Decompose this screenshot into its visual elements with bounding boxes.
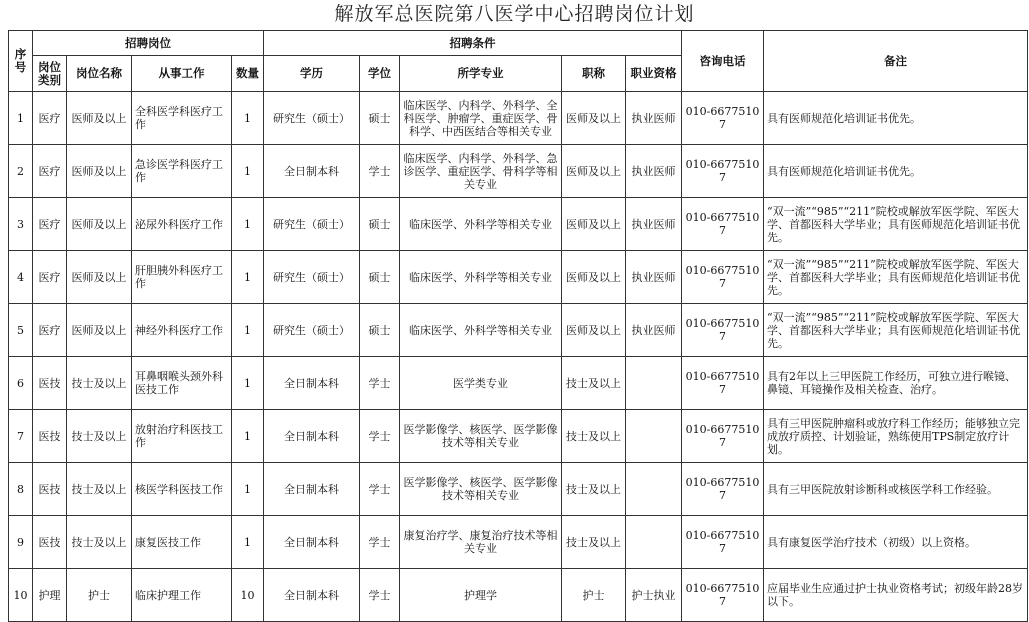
table-row: [9, 516, 1028, 569]
cell-count: 1: [232, 516, 264, 569]
cell-category: 护理: [33, 569, 67, 622]
cell-phone: 010-66775107: [682, 569, 764, 622]
cell-qualification: [626, 357, 682, 410]
cell-degree: 硕士: [360, 304, 400, 357]
cell-degree: 学士: [360, 145, 400, 198]
cell-major: 医学类专业: [400, 357, 562, 410]
cell-phone: 010-66775107: [682, 357, 764, 410]
table-row: [9, 304, 1028, 357]
cell-work: 肝胆胰外科医疗工作: [132, 251, 232, 304]
cell-phone: 010-66775107: [682, 251, 764, 304]
cell-major: 医学影像学、核医学、医学影像技术等相关专业: [400, 410, 562, 463]
cell-position: 技士及以上: [67, 516, 132, 569]
cell-position: 技士及以上: [67, 357, 132, 410]
cell-phone: 010-66775107: [682, 463, 764, 516]
cell-seq: 5: [9, 304, 33, 357]
cell-category: 医疗: [33, 92, 67, 145]
cell-title-rank: 技士及以上: [562, 410, 626, 463]
cell-seq: 6: [9, 357, 33, 410]
cell-work: 核医学科医技工作: [132, 463, 232, 516]
cell-qualification: 执业医师: [626, 251, 682, 304]
cell-notes: 具有三甲医院放射诊断科或核医学科工作经验。: [764, 463, 1028, 516]
cell-major: 护理学: [400, 569, 562, 622]
header-position-name: 岗位名称: [67, 56, 132, 92]
cell-notes: 具有三甲医院肿瘤科或放疗科工作经历；能够独立完成放疗质控、计划验证，熟练使用TPS制定放疗计划。: [764, 410, 1028, 463]
cell-education: 全日制本科: [264, 410, 360, 463]
cell-title-rank: 医师及以上: [562, 145, 626, 198]
cell-qualification: [626, 410, 682, 463]
cell-title-rank: 医师及以上: [562, 251, 626, 304]
cell-seq: 3: [9, 198, 33, 251]
cell-count: 1: [232, 198, 264, 251]
table-body: [9, 92, 1028, 622]
cell-count: 1: [232, 92, 264, 145]
table-header: [9, 31, 1028, 92]
header-count: 数量: [232, 56, 264, 92]
cell-position: 医师及以上: [67, 92, 132, 145]
cell-notes: “双一流”“985”“211”院校或解放军医学院、军医大学、首都医科大学毕业；具有医师规范化培训证书优先。: [764, 251, 1028, 304]
cell-title-rank: 护士: [562, 569, 626, 622]
cell-title-rank: 医师及以上: [562, 198, 626, 251]
cell-seq: 7: [9, 410, 33, 463]
cell-major: 临床医学、外科学等相关专业: [400, 198, 562, 251]
cell-phone: 010-66775107: [682, 304, 764, 357]
cell-position: 技士及以上: [67, 463, 132, 516]
cell-count: 1: [232, 251, 264, 304]
cell-degree: 硕士: [360, 198, 400, 251]
cell-degree: 硕士: [360, 251, 400, 304]
cell-phone: 010-66775107: [682, 198, 764, 251]
cell-category: 医疗: [33, 251, 67, 304]
cell-major: 医学影像学、核医学、医学影像技术等相关专业: [400, 463, 562, 516]
cell-degree: 硕士: [360, 92, 400, 145]
cell-seq: 1: [9, 92, 33, 145]
cell-qualification: 执业医师: [626, 145, 682, 198]
cell-position: 医师及以上: [67, 304, 132, 357]
cell-education: 全日制本科: [264, 145, 360, 198]
cell-qualification: [626, 463, 682, 516]
cell-notes: 具有康复医学治疗技术（初级）以上资格。: [764, 516, 1028, 569]
table-row: [9, 145, 1028, 198]
cell-work: 全科医学科医疗工作: [132, 92, 232, 145]
cell-qualification: 执业医师: [626, 198, 682, 251]
cell-work: 放射治疗科医技工作: [132, 410, 232, 463]
table-row: [9, 92, 1028, 145]
cell-major: 临床医学、外科学等相关专业: [400, 304, 562, 357]
cell-title-rank: 医师及以上: [562, 92, 626, 145]
cell-category: 医疗: [33, 304, 67, 357]
cell-category: 医技: [33, 410, 67, 463]
cell-count: 1: [232, 410, 264, 463]
table-row: [9, 251, 1028, 304]
header-seq: 序号: [9, 31, 33, 92]
cell-phone: 010-66775107: [682, 145, 764, 198]
cell-notes: 应届毕业生应通过护士执业资格考试；初级年龄28岁以下。: [764, 569, 1028, 622]
cell-count: 1: [232, 304, 264, 357]
header-degree: 学位: [360, 56, 400, 92]
cell-education: 全日制本科: [264, 569, 360, 622]
table-row: [9, 569, 1028, 622]
cell-count: 1: [232, 357, 264, 410]
cell-qualification: 执业医师: [626, 304, 682, 357]
cell-count: 1: [232, 463, 264, 516]
cell-education: 研究生（硕士）: [264, 92, 360, 145]
cell-phone: 010-66775107: [682, 516, 764, 569]
header-category: 岗位类别: [33, 56, 67, 92]
cell-degree: 学士: [360, 516, 400, 569]
cell-position: 护士: [67, 569, 132, 622]
cell-work: 康复医技工作: [132, 516, 232, 569]
cell-phone: 010-66775107: [682, 92, 764, 145]
cell-major: 康复治疗学、康复治疗技术等相关专业: [400, 516, 562, 569]
cell-notes: “双一流”“985”“211”院校或解放军医学院、军医大学、首都医科大学毕业；具有医师规范化培训证书优先。: [764, 198, 1028, 251]
cell-education: 全日制本科: [264, 357, 360, 410]
cell-category: 医技: [33, 463, 67, 516]
header-group-conditions: 招聘条件: [264, 31, 682, 56]
header-title-rank: 职称: [562, 56, 626, 92]
cell-major: 临床医学、内科学、外科学、全科医学、肿瘤学、重症医学、骨科学、中西医结合等相关专业: [400, 92, 562, 145]
cell-position: 技士及以上: [67, 410, 132, 463]
cell-work: 耳鼻咽喉头颈外科医技工作: [132, 357, 232, 410]
cell-category: 医技: [33, 357, 67, 410]
cell-count: 1: [232, 145, 264, 198]
cell-education: 研究生（硕士）: [264, 198, 360, 251]
cell-notes: 具有医师规范化培训证书优先。: [764, 145, 1028, 198]
cell-education: 研究生（硕士）: [264, 251, 360, 304]
header-notes: 备注: [764, 31, 1028, 92]
cell-degree: 学士: [360, 357, 400, 410]
cell-work: 急诊医学科医疗工作: [132, 145, 232, 198]
cell-seq: 2: [9, 145, 33, 198]
cell-degree: 学士: [360, 463, 400, 516]
cell-notes: 具有2年以上三甲医院工作经历，可独立进行喉镜、鼻镜、耳镜操作及相关检查、治疗。: [764, 357, 1028, 410]
cell-work: 泌尿外科医疗工作: [132, 198, 232, 251]
cell-work: 临床护理工作: [132, 569, 232, 622]
cell-title-rank: 技士及以上: [562, 463, 626, 516]
cell-seq: 9: [9, 516, 33, 569]
cell-position: 医师及以上: [67, 145, 132, 198]
cell-major: 临床医学、外科学等相关专业: [400, 251, 562, 304]
cell-qualification: [626, 516, 682, 569]
cell-degree: 学士: [360, 569, 400, 622]
cell-education: 研究生（硕士）: [264, 304, 360, 357]
header-phone: 咨询电话: [682, 31, 764, 92]
table-row: [9, 463, 1028, 516]
page-title: 解放军总医院第八医学中心招聘岗位计划: [334, 3, 695, 25]
cell-seq: 10: [9, 569, 33, 622]
header-qualification: 职业资格: [626, 56, 682, 92]
cell-seq: 8: [9, 463, 33, 516]
cell-work: 神经外科医疗工作: [132, 304, 232, 357]
table-row: [9, 410, 1028, 463]
cell-category: 医技: [33, 516, 67, 569]
header-group-position: 招聘岗位: [33, 31, 264, 56]
cell-phone: 010-66775107: [682, 410, 764, 463]
table-row: [9, 198, 1028, 251]
cell-position: 医师及以上: [67, 251, 132, 304]
cell-qualification: 执业医师: [626, 92, 682, 145]
cell-seq: 4: [9, 251, 33, 304]
cell-title-rank: 技士及以上: [562, 516, 626, 569]
header-work: 从事工作: [132, 56, 232, 92]
cell-notes: “双一流”“985”“211”院校或解放军医学院、军医大学、首都医科大学毕业；具有医师规范化培训证书优先。: [764, 304, 1028, 357]
cell-degree: 学士: [360, 410, 400, 463]
cell-count: 10: [232, 569, 264, 622]
cell-qualification: 护士执业: [626, 569, 682, 622]
cell-category: 医疗: [33, 145, 67, 198]
cell-education: 全日制本科: [264, 516, 360, 569]
table-row: [9, 357, 1028, 410]
recruitment-table: [8, 30, 1028, 622]
cell-notes: 具有医师规范化培训证书优先。: [764, 92, 1028, 145]
cell-title-rank: 医师及以上: [562, 304, 626, 357]
cell-category: 医疗: [33, 198, 67, 251]
cell-position: 医师及以上: [67, 198, 132, 251]
cell-major: 临床医学、内科学、外科学、急诊医学、重症医学、骨科学等相关专业: [400, 145, 562, 198]
cell-education: 全日制本科: [264, 463, 360, 516]
header-education: 学历: [264, 56, 360, 92]
header-major: 所学专业: [400, 56, 562, 92]
cell-title-rank: 技士及以上: [562, 357, 626, 410]
